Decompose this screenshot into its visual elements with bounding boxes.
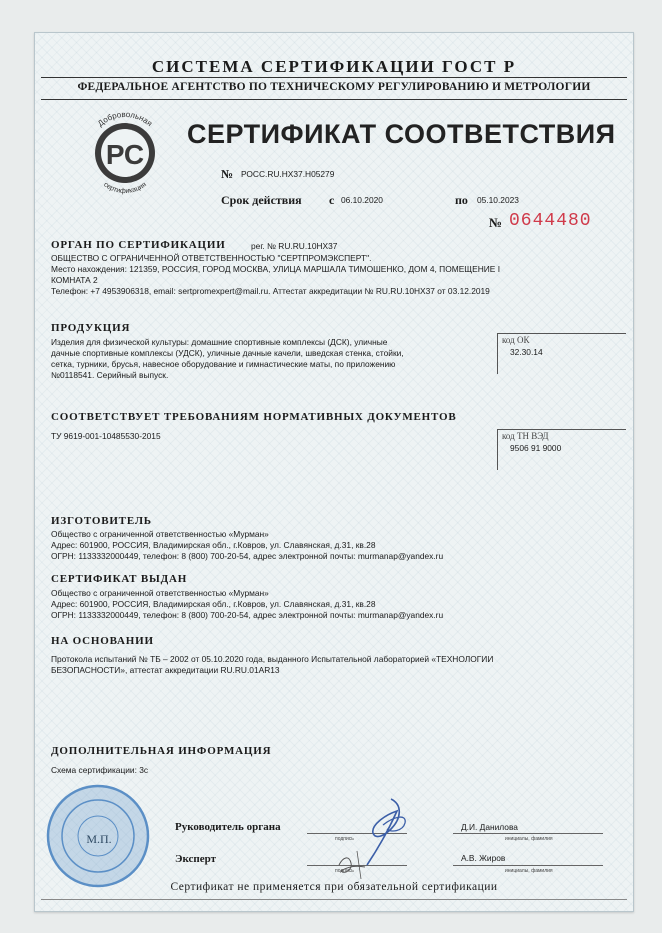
expert-label: Эксперт xyxy=(175,853,217,865)
product-line3: сетка, турники, брусья, навесное оборудование и гимнастические маты, по приложению xyxy=(51,359,396,369)
additional-heading: ДОПОЛНИТЕЛЬНАЯ ИНФОРМАЦИЯ xyxy=(51,745,272,757)
scheme-text: Схема сертификации: 3с xyxy=(51,765,149,775)
reg-no-label: № xyxy=(221,167,234,181)
cert-body-line4: Телефон: +7 4953906318, email: sertpromexpert@mail.ru. Аттестат аккредитации № RU.RU.10НХ37 от 03.12.2019 xyxy=(51,286,490,296)
cert-body-heading: ОРГАН ПО СЕРТИФИКАЦИИ xyxy=(51,239,226,251)
head-name-line xyxy=(453,833,603,834)
basis-line1: Протокола испытаний № ТБ – 2002 от 05.10.2020 года, выданного Испытательной лабораторией «ТЕХНОЛОГИИ xyxy=(51,654,494,664)
issued-to-line3: ОГРН: 1133332000449, телефон: 8 (800) 700-20-54, адрес электронной почты: murmanap@yandex.ru xyxy=(51,610,444,620)
validity-to-label: по xyxy=(455,193,468,207)
agency-title: ФЕДЕРАЛЬНОЕ АГЕНТСТВО ПО ТЕХНИЧЕСКОМУ РЕГУЛИРОВАНИЮ И МЕТРОЛОГИИ xyxy=(77,81,591,93)
header-rule-bottom xyxy=(41,99,627,100)
issued-to-line2: Адрес: 601900, РОССИЯ, Владимирская обл., г.Ковров, ул. Славянская, д.31, кв.28 xyxy=(51,599,376,609)
tnved-code-value: 9506 91 9000 xyxy=(510,443,562,453)
product-line2: дачные спортивные комплексы (УДСК), уличные дачные качели, шведская стенка, стойки, xyxy=(51,348,404,358)
head-of-body-label: Руководитель органа xyxy=(175,821,281,833)
head-sig-caption: подпись xyxy=(335,836,354,842)
okp-code-box xyxy=(497,333,626,374)
certificate-title: СЕРТИФИКАТ СООТВЕТСТВИЯ xyxy=(187,119,616,149)
manufacturer-line1: Общество с ограниченной ответственностью «Мурман» xyxy=(51,529,269,539)
issued-to-heading: СЕРТИФИКАТ ВЫДАН xyxy=(51,573,188,585)
issued-to-line1: Общество с ограниченной ответственностью «Мурман» xyxy=(51,588,269,598)
footer-note: Сертификат не применяется при обязательной сертификации xyxy=(170,881,498,893)
cert-body-line3: КОМНАТА 2 xyxy=(51,275,98,285)
header-rule-top xyxy=(41,77,627,78)
head-name: Д.И. Данилова xyxy=(461,822,518,832)
expert-name-line xyxy=(453,865,603,866)
product-line1: Изделия для физической культуры: домашние спортивные комплексы (ДСК), уличные xyxy=(51,337,388,347)
svg-text:сертификация: сертификация xyxy=(102,181,148,196)
basis-line2: БЕЗОПАСНОСТИ», аттестат аккредитации RU.RU.01АR13 xyxy=(51,665,280,675)
validity-from-date: 06.10.2020 xyxy=(341,195,383,205)
manufacturer-line2: Адрес: 601900, РОССИЯ, Владимирская обл., г.Ковров, ул. Славянская, д.31, кв.28 xyxy=(51,540,376,550)
expert-name: А.В. Жиров xyxy=(461,853,506,863)
validity-from-label: с xyxy=(329,193,335,207)
form-number: 0644480 xyxy=(509,211,592,231)
reg-no-value: РОСС.RU.НХ37.Н05279 xyxy=(241,169,335,179)
okp-code-value: 32.30.14 xyxy=(510,347,543,357)
svg-text:Добровольная: Добровольная xyxy=(96,109,155,129)
cert-body-line1: ОБЩЕСТВО С ОГРАНИЧЕННОЙ ОТВЕТСТВЕННОСТЬЮ "СЕРТПРОМЭКСПЕРТ". xyxy=(51,253,372,263)
system-title: СИСТЕМА СЕРТИФИКАЦИИ ГОСТ Р xyxy=(151,57,517,76)
footer-rule xyxy=(41,899,627,900)
manufacturer-heading: ИЗГОТОВИТЕЛЬ xyxy=(51,515,152,527)
tnved-code-label: код ТН ВЭД xyxy=(502,431,549,441)
svg-text:РС: РС xyxy=(105,139,145,170)
expert-sig-caption: подпись xyxy=(335,868,354,874)
manufacturer-line3: ОГРН: 1133332000449, телефон: 8 (800) 700-20-54, адрес электронной почты: murmanap@yandex.ru xyxy=(51,551,444,561)
product-line4: №0118541. Серийный выпуск. xyxy=(51,370,169,380)
certificate-sheet xyxy=(34,32,634,912)
form-no-label: № xyxy=(489,215,503,230)
basis-heading: НА ОСНОВАНИИ xyxy=(51,635,154,647)
compliance-doc: ТУ 9619-001-10485530-2015 xyxy=(51,431,161,441)
cert-body-line2: Место нахождения: 121359, РОССИЯ, ГОРОД МОСКВА, УЛИЦА МАРШАЛА ТИМОШЕНКО, ДОМ 4, ПОМЕЩЕНИЕ I xyxy=(51,264,501,274)
stamp-seal-icon xyxy=(43,781,153,891)
handwritten-signature-icon xyxy=(331,795,421,885)
validity-to-date: 05.10.2023 xyxy=(477,195,519,205)
tnved-code-box xyxy=(497,429,626,470)
svg-text:М.П.: М.П. xyxy=(86,832,112,846)
compliance-heading: СООТВЕТСТВУЕТ ТРЕБОВАНИЯМ НОРМАТИВНЫХ ДОКУМЕНТОВ xyxy=(51,411,457,423)
head-name-caption: инициалы, фамилия xyxy=(505,836,553,842)
okp-code-label: код ОК xyxy=(502,335,530,345)
expert-name-caption: инициалы, фамилия xyxy=(505,868,553,874)
validity-label: Срок действия xyxy=(221,193,302,207)
product-heading: ПРОДУКЦИЯ xyxy=(51,322,131,334)
cert-body-reg: рег. № RU.RU.10НХ37 xyxy=(251,241,338,251)
gost-logo-icon xyxy=(79,107,171,199)
